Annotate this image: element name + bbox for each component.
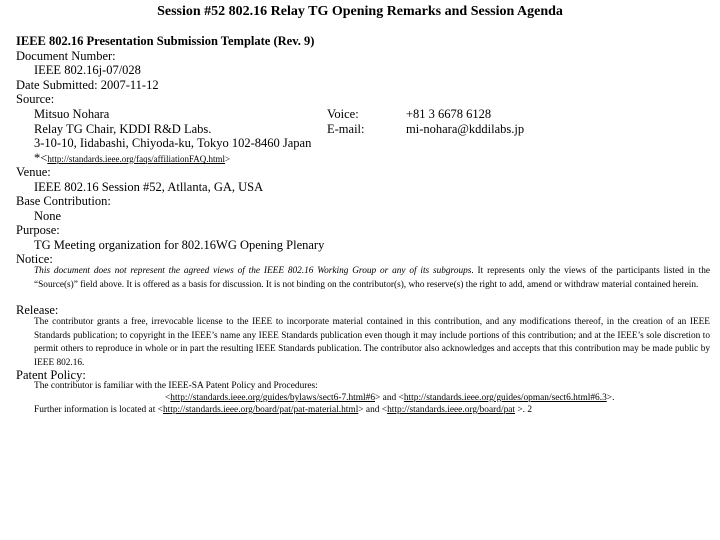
patent-line-3-prefix: Further information is located at < [34, 405, 163, 415]
patent-line-2-prefix: < [165, 393, 171, 403]
source-label: Source: [16, 92, 55, 106]
affiliation-faq-link[interactable]: http://standards.ieee.org/faqs/affiliationFAQ.html [47, 154, 226, 164]
document-number-value: IEEE 802.16j-07/028 [34, 63, 141, 77]
patent-policy-label: Patent Policy: [16, 368, 86, 382]
opman-link[interactable]: http://standards.ieee.org/guides/opman/sect6.html#6.3 [403, 393, 607, 403]
base-contribution-label: Base Contribution: [16, 194, 111, 208]
voice-label: Voice: [327, 107, 359, 121]
voice-value: +81 3 6678 6128 [406, 107, 492, 121]
source-role: Relay TG Chair, KDDI R&D Labs. [34, 122, 212, 136]
base-contribution-value: None [34, 209, 62, 223]
bylaws-link[interactable]: http://standards.ieee.org/guides/bylaws/sect6-7.html#6 [170, 393, 376, 403]
purpose-value: TG Meeting organization for 802.16WG Opening Plenary [34, 238, 325, 252]
patent-line-3-mid: > and < [358, 405, 388, 415]
purpose-label: Purpose: [16, 223, 60, 237]
email-label: E-mail: [327, 122, 365, 136]
patent-line-2-mid: > and < [375, 393, 404, 403]
date-submitted: Date Submitted: 2007-11-12 [16, 78, 159, 92]
release-text: The contributor grants a free, irrevocable license to the IEEE to incorporate material contained in this contribution, and any modifications thereof, in the creation of an IEEE Standards publication; to copyright in the IEEE’s name any IEEE Standards publication even though it may include portions of this contribution; and at the IEEE’s sole discretion to permit others to reproduce in whole or in part the resulting IEEE Standards publication. The contributor also acknowledges and accepts that this contribution may be made public by IEEE 802.16. [34, 317, 710, 368]
source-name: Mitsuo Nohara [34, 107, 110, 121]
source-address: 3-10-10, Iidabashi, Chiyoda-ku, Tokyo 102-8460 Japan [34, 136, 312, 150]
notice-rest: . It represents only the views of the participants listed in the “Source(s)” field above. It is offered as a basis for discussion. It is not binding on the contributor(s), who reserve(s) the right to add, amend or withdraw material contained herein. [34, 266, 710, 290]
affiliation-prefix: *< [34, 151, 48, 165]
notice-text [34, 265, 710, 292]
patent-line-3 [34, 404, 532, 418]
release-label: Release: [16, 303, 59, 317]
email-value[interactable]: mi-nohara@kddilabs.jp [406, 122, 525, 136]
pat-material-link[interactable]: http://standards.ieee.org/board/pat/pat-material.html [162, 405, 359, 415]
notice-label: Notice: [16, 252, 53, 266]
patent-line-3-suffix: >. 2 [515, 405, 533, 415]
notice-italic: This document does not represent the agreed views of the IEEE 802.16 Working Group or any of its subgroups [34, 266, 472, 276]
venue-label: Venue: [16, 165, 51, 179]
patent-line-2-suffix: >. [606, 393, 615, 403]
board-pat-link[interactable]: http://standards.ieee.org/board/pat [387, 405, 516, 415]
venue-value: IEEE 802.16 Session #52, Atllanta, GA, USA [34, 180, 264, 194]
page-title: Session #52 802.16 Relay TG Opening Remarks and Session Agenda [157, 4, 563, 19]
document-number-label: Document Number: [16, 49, 116, 63]
affiliation-suffix: > [225, 154, 231, 164]
template-heading: IEEE 802.16 Presentation Submission Template (Rev. 9) [16, 34, 315, 48]
affiliation-note [34, 151, 230, 167]
patent-line-1: The contributor is familiar with the IEEE-SA Patent Policy and Procedures: [34, 381, 318, 391]
